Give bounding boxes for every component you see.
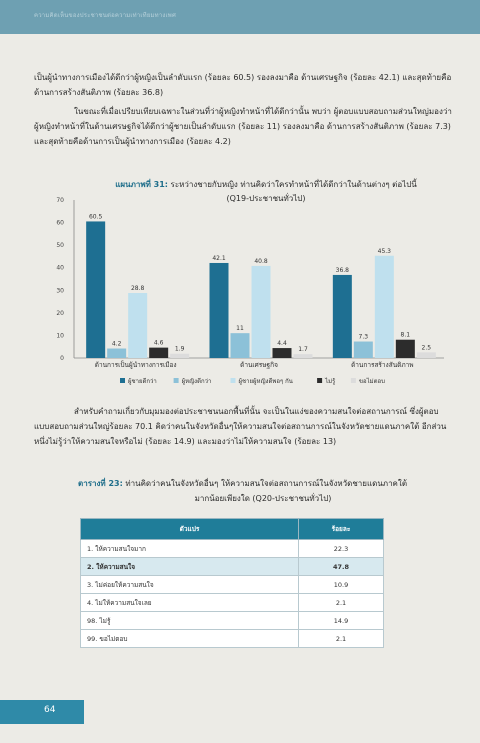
chart-bar: [252, 266, 271, 358]
chart-bar: [128, 293, 147, 358]
table-cell-label: 99. ขอไม่ตอบ: [81, 630, 299, 648]
bar-data-label: 60.5: [88, 213, 103, 221]
chart-bar: [417, 352, 436, 358]
chart-bar: [375, 256, 394, 358]
table-caption: [78, 476, 448, 506]
chart-bar: [273, 348, 292, 358]
chart-bar: [333, 275, 352, 358]
chart-bar: [231, 333, 250, 358]
bar-data-label: 7.3: [358, 333, 369, 341]
paragraph-1: เป็นผู้นำทางการเมืองได้ดีกว่าผู้หญิงเป็นลำดับแรก (ร้อยละ 60.5) รองลงมาคือ ด้านเศรษฐกิจ (ร้อยละ 42.1) และสุดท้ายคือด้านการสร้างสันติภาพ (ร้อยละ 36.8): [34, 73, 452, 97]
table-row: [81, 612, 384, 630]
legend-swatch: [317, 378, 322, 383]
table-cell-value: 47.8: [299, 558, 384, 576]
legend-label: ขอไม่ตอบ: [358, 378, 385, 385]
y-tick-label: 0: [60, 355, 64, 362]
legend-swatch: [351, 378, 356, 383]
bar-data-label: 28.8: [130, 284, 145, 292]
table-cell-value: 22.3: [299, 540, 384, 558]
table-cell-label: 4. ไม่ให้ความสนใจเลย: [81, 594, 299, 612]
figure-title: ระหว่างชายกับหญิง ท่านคิดว่าใครทำหน้าที่ได้ดีกว่าในด้านต่างๆ ต่อไปนี้: [170, 180, 417, 189]
bar-data-label: 4.6: [153, 339, 164, 347]
y-tick-label: 60: [56, 219, 64, 227]
table-label: ตารางที่ 23:: [78, 479, 123, 488]
bar-data-label: 45.3: [377, 247, 392, 255]
table-row-highlighted: [81, 558, 384, 576]
chart-bar: [210, 263, 229, 358]
bar-data-label: 8.1: [400, 331, 411, 339]
table-row: [81, 540, 384, 558]
y-tick-label: 20: [56, 309, 64, 317]
chart-bar: [170, 354, 189, 358]
table-cell-value: 10.9: [299, 576, 384, 594]
paragraph-2: ในขณะที่เมื่อเปรียบเทียบเฉพาะในส่วนที่ว่าผู้หญิงทำหน้าที่ได้ดีกว่านั้น พบว่า ผู้ตอบแบบสอบถามส่วนใหญ่มองว่าผู้หญิงทำหน้าที่ในด้านเศรษฐกิจได้ดีกว่าผู้ชายเป็นลำดับแรก (ร้อยละ 11) รองลงมาคือ ด้านการสร้างสันติภาพ (ร้อยละ 7.3) และสุดท้ายคือด้านการเป็นผู้นำทางการเมือง (ร้อยละ 4.2): [34, 107, 452, 146]
table-row: [81, 630, 384, 648]
chart-bar: [294, 354, 313, 358]
legend-swatch: [120, 378, 125, 383]
x-category-label: ด้านการเป็นผู้นำทางการเมือง: [94, 361, 177, 369]
table-row: [81, 594, 384, 612]
bar-data-label: 42.1: [212, 254, 226, 262]
bar-data-label: 2.5: [421, 344, 432, 352]
legend-label: ผู้ชายดีกว่า: [128, 378, 157, 385]
chart-bar: [86, 221, 105, 358]
y-tick-label: 50: [56, 242, 64, 250]
chart-bar: [149, 348, 168, 358]
legend-swatch: [231, 378, 236, 383]
legend-swatch: [174, 378, 179, 383]
figure-label: แผนภาพที่ 31:: [115, 180, 168, 189]
chart-bar: [107, 349, 126, 358]
data-table: [80, 518, 384, 648]
running-title: ความคิดเห็นของประชาชนต่อความเท่าเทียมทางเพศ: [34, 12, 176, 19]
bar-data-label: 1.9: [174, 345, 185, 353]
page-number: 64: [44, 705, 56, 715]
table-cell-value: 2.1: [299, 630, 384, 648]
table-cell-label: 3. ไม่ค่อยให้ความสนใจ: [81, 576, 299, 594]
x-category-label: ด้านเศรษฐกิจ: [240, 361, 278, 369]
table-cell-value: 2.1: [299, 594, 384, 612]
bar-data-label: 11: [236, 325, 244, 333]
bar-data-label: 1.7: [298, 346, 308, 354]
table-row: [81, 576, 384, 594]
table-header-percent: ร้อยละ: [299, 519, 384, 540]
figure-subtitle: (Q19-ประชาชนทั่วไป): [226, 194, 306, 203]
bar-chart: [38, 188, 458, 398]
bar-data-label: 40.8: [254, 257, 268, 265]
bar-data-label: 4.4: [277, 340, 287, 348]
chart-bar: [396, 340, 415, 358]
table-cell-value: 14.9: [299, 612, 384, 630]
y-tick-label: 10: [56, 332, 64, 340]
legend-label: ไม่รู้: [325, 378, 336, 385]
header-band: [0, 0, 480, 34]
table-header-variable: ตัวแปร: [81, 519, 299, 540]
table-header-row: [81, 519, 384, 540]
bar-data-label: 4.2: [111, 340, 122, 348]
y-tick-label: 30: [56, 287, 64, 295]
table-cell-label: 98. ไม่รู้: [81, 612, 299, 630]
x-category-label: ด้านการสร้างสันติภาพ: [351, 361, 414, 369]
y-tick-label: 70: [56, 197, 64, 204]
paragraph-3: สำหรับคำถามเกี่ยวกับมุมมองต่อประชาชนนอกพื้นที่นั้น จะเป็นในแง่ของความสนใจต่อสถานการณ์ ซึ่งผู้ตอบแบบสอบถามส่วนใหญ่ร้อยละ 70.1 คิดว่าคนในจังหวัดอื่นๆให้ความสนใจต่อสถานการณ์ในจังหวัดชายแดนภาคใต้ อีกส่วนหนึ่งไม่รู้ว่าให้ความสนใจหรือไม่ (ร้อยละ 14.9) และมองว่าไม่ให้ความสนใจ (ร้อยละ 13): [34, 407, 447, 446]
table-caption-line1: ท่านคิดว่าคนในจังหวัดอื่นๆ ให้ความสนใจต่อสถานการณ์ในจังหวัดชายแดนภาคใต้: [125, 479, 408, 488]
table-caption-line2: มากน้อยเพียงใด (Q20-ประชาชนทั่วไป): [194, 494, 332, 503]
chart-svg: [38, 188, 458, 398]
y-tick-label: 40: [56, 264, 64, 272]
page-number-tab: [0, 700, 84, 724]
table-cell-label: 1. ให้ความสนใจมาก: [81, 540, 299, 558]
chart-bar: [354, 342, 373, 358]
bar-data-label: 36.8: [335, 266, 350, 274]
legend-label: ผู้หญิงดีกว่า: [181, 378, 212, 385]
table-cell-label: 2. ให้ความสนใจ: [81, 558, 299, 576]
legend-label: ผู้ชายผู้หญิงดีพอๆ กัน: [238, 378, 293, 385]
